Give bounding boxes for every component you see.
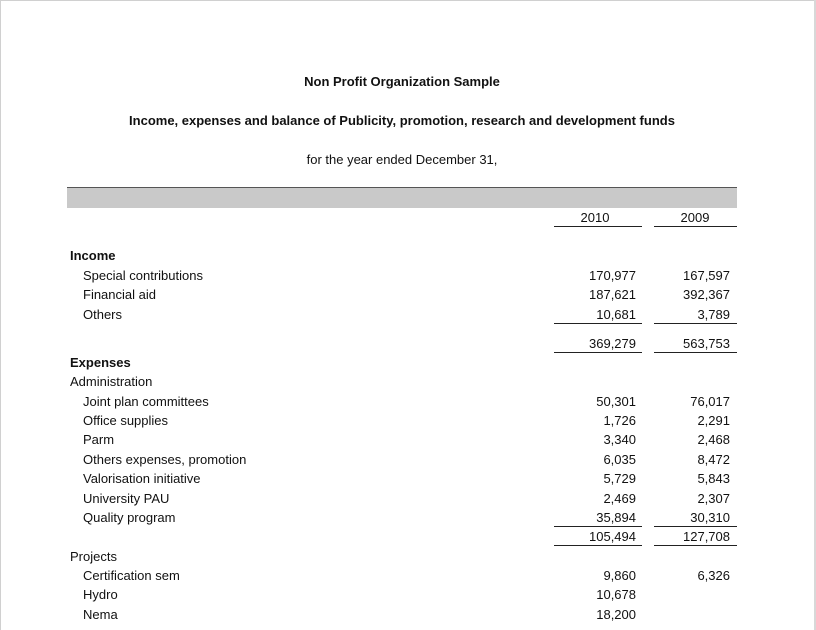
row-label: Certification sem (83, 568, 180, 583)
total-underline (554, 545, 642, 546)
value-2009: 3,789 (697, 307, 730, 322)
total-underline (654, 545, 737, 546)
value-2010: 5,729 (603, 471, 636, 486)
value-2010: 10,681 (596, 307, 636, 322)
section-row (0, 248, 816, 267)
row-label: Quality program (83, 510, 176, 525)
value-2009: 392,367 (683, 287, 730, 302)
value-2010: 50,301 (596, 394, 636, 409)
row-label: Joint plan committees (83, 394, 209, 409)
table-row (0, 607, 816, 626)
value-2009: 76,017 (690, 394, 730, 409)
value-2009: 30,310 (690, 510, 730, 525)
row-label: Parm (83, 432, 115, 447)
table-row (0, 471, 816, 490)
row-label: Valorisation initiative (83, 471, 201, 486)
total-2010: 369,279 (589, 336, 636, 351)
table-row (0, 587, 816, 606)
value-2009: 5,843 (697, 471, 730, 486)
row-label: Nema (83, 607, 118, 622)
row-label: Others (83, 307, 123, 322)
value-2009: 2,291 (697, 413, 730, 428)
subsection-row (0, 374, 816, 393)
subsection-heading-administration: Administration (70, 374, 153, 389)
table-row (0, 491, 816, 510)
value-2010: 2,469 (603, 491, 636, 506)
section-heading-expenses: Expenses (70, 355, 131, 370)
table-row (0, 568, 816, 587)
row-label: University PAU (83, 491, 170, 506)
subsection-heading-projects: Projects (70, 549, 117, 564)
row-label: Others expenses, promotion (83, 452, 247, 467)
value-2009: 8,472 (697, 452, 730, 467)
column-header-underline (654, 226, 737, 227)
table-row (0, 287, 816, 306)
value-2010: 18,200 (596, 607, 636, 622)
value-2010: 35,894 (596, 510, 636, 525)
table-row (0, 452, 816, 471)
value-2010: 6,035 (603, 452, 636, 467)
value-2009: 2,307 (697, 491, 730, 506)
subtotal-line (554, 323, 642, 324)
section-heading-income: Income (70, 248, 116, 263)
table-row (0, 268, 816, 287)
header-band (67, 187, 737, 208)
subtotal-line (654, 526, 737, 527)
row-label: Special contributions (83, 268, 203, 283)
value-2009: 6,326 (697, 568, 730, 583)
table-row (0, 394, 816, 413)
table-row (0, 432, 816, 451)
column-header-2009: 2009 (680, 210, 710, 225)
column-header-underline (554, 226, 642, 227)
value-2010: 10,678 (596, 587, 636, 602)
value-2009: 2,468 (697, 432, 730, 447)
document-title: Non Profit Organization Sample (304, 74, 500, 89)
page-border-top (0, 0, 816, 1)
value-2010: 3,340 (603, 432, 636, 447)
total-2009: 563,753 (683, 336, 730, 351)
row-label: Hydro (83, 587, 118, 602)
document-period: for the year ended December 31, (306, 152, 498, 167)
value-2010: 1,726 (603, 413, 636, 428)
value-2010: 170,977 (589, 268, 636, 283)
document-subtitle: Income, expenses and balance of Publicity, promotion, research and development funds (129, 113, 675, 128)
value-2010: 187,621 (589, 287, 636, 302)
row-label: Office supplies (83, 413, 169, 428)
total-2009: 127,708 (683, 529, 730, 544)
subsection-row (0, 549, 816, 568)
total-2010: 105,494 (589, 529, 636, 544)
row-label: Financial aid (83, 287, 156, 302)
subtotal-line (554, 526, 642, 527)
column-header-2010: 2010 (580, 210, 610, 225)
subtotal-line (654, 323, 737, 324)
total-underline (554, 352, 642, 353)
section-row (0, 355, 816, 374)
total-underline (654, 352, 737, 353)
value-2010: 9,860 (603, 568, 636, 583)
table-row (0, 413, 816, 432)
value-2009: 167,597 (683, 268, 730, 283)
